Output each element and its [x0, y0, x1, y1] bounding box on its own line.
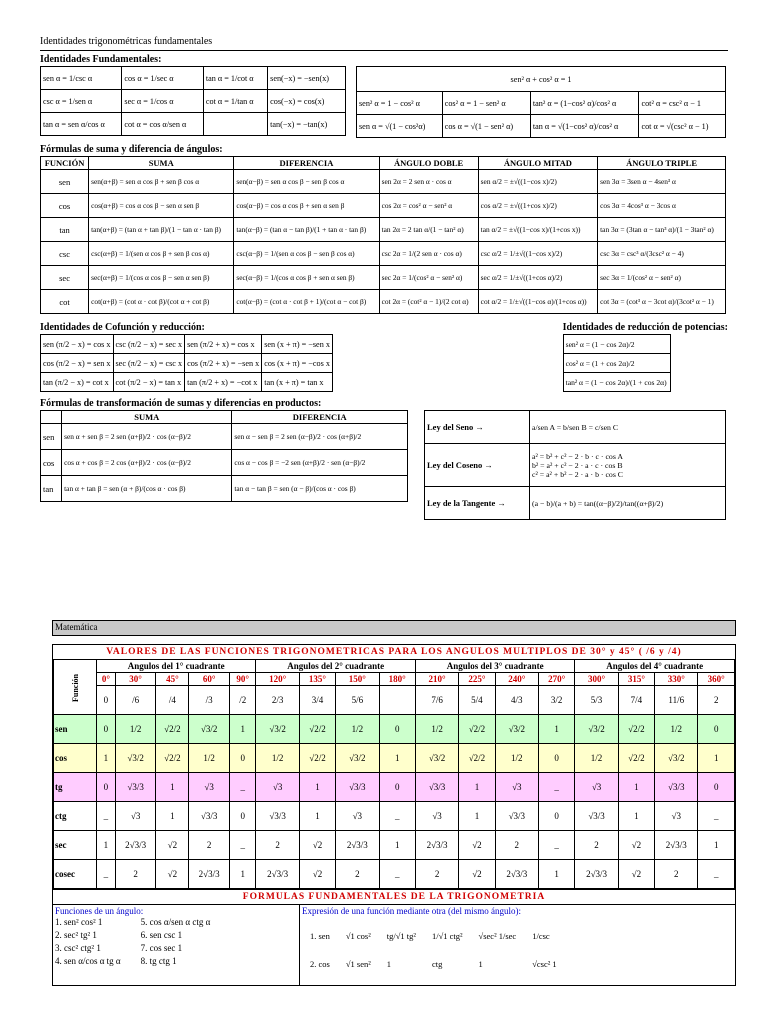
identity-cell: sen(−x) = −sen(x)	[268, 67, 346, 90]
value-cell: _	[538, 831, 574, 860]
formula-item: 8. tg ctg 1	[140, 956, 177, 966]
value-cell: √2/2	[156, 715, 189, 744]
value-cell: √3/3	[415, 773, 458, 802]
left-heading: Funciones de un ángulo:	[55, 906, 144, 916]
function-name: tan	[41, 218, 89, 242]
potencia-cell: cos² α = (1 + cos 2α)/2	[563, 354, 670, 373]
formula-cell: cos α/2 = ±√((1+cos x)/2)	[478, 194, 597, 218]
value-cell: 1/2	[655, 715, 698, 744]
fundamentales-heading: Identidades Fundamentales:	[40, 54, 162, 65]
formula-cell: sen(α+β) = sen α cos β + sen β cos α	[89, 170, 234, 194]
formulas-fund-title: FORMULAS FUNDAMENTALES DE LA TRIGONOMETRIA	[53, 889, 735, 904]
value-cell: 0	[698, 715, 735, 744]
value-cell: 2	[655, 860, 698, 889]
expression-cell: 1/csc	[532, 931, 550, 941]
radian-cell: 2	[698, 686, 735, 715]
degree-header: 60°	[189, 673, 230, 686]
column-header: ÁNGULO TRIPLE	[598, 157, 726, 170]
function-name: cos	[54, 744, 97, 773]
value-cell: 2	[189, 831, 230, 860]
value-cell: 1	[698, 744, 735, 773]
value-cell: 1	[379, 744, 415, 773]
function-name: tan	[41, 476, 62, 502]
value-cell: 1	[229, 715, 256, 744]
value-cell: 2√3/3	[336, 831, 379, 860]
value-cell: √2/2	[459, 715, 495, 744]
cofuncion-cell: tan (π/2 − x) = cot x	[41, 373, 114, 392]
pythagorean-main: sen² α + cos² α = 1	[357, 67, 726, 92]
value-cell: √3/2	[115, 744, 156, 773]
formula-item: 5. cos α/sen α ctg α	[140, 917, 211, 927]
value-cell: √2/2	[299, 715, 335, 744]
formula-cell: cos 3α = 4cos³ α − 3cos α	[598, 194, 726, 218]
function-name: sen	[41, 424, 62, 450]
value-cell: 1	[459, 773, 495, 802]
value-cell: 1/2	[115, 715, 156, 744]
formula-cell: tan α/2 = ±√((1−cos x)/(1+cos x))	[478, 218, 597, 242]
pythagorean-cell: tan² α = (1−cos² α)/cos² α	[530, 92, 639, 115]
value-cell: √3	[415, 802, 458, 831]
value-cell: _	[229, 773, 256, 802]
potencia-cell: sen² α = (1 − cos 2α)/2	[563, 335, 670, 354]
radian-cell: /3	[189, 686, 230, 715]
radian-cell: /2	[229, 686, 256, 715]
pythagorean-cell: sen α = √(1 − cos²α)	[357, 115, 443, 138]
radian-cell: 7/6	[415, 686, 458, 715]
value-cell: √2/2	[299, 744, 335, 773]
value-cell: 0	[379, 715, 415, 744]
value-cell: √3/2	[495, 715, 538, 744]
degree-header: 240°	[495, 673, 538, 686]
function-name: sen	[54, 715, 97, 744]
radian-cell: 7/4	[618, 686, 654, 715]
identity-cell: tan α = sen α/cos α	[41, 113, 122, 136]
expression-cell: √csc² 1	[532, 959, 557, 969]
pythagorean-cell: cos α = √(1 − sen² α)	[442, 115, 530, 138]
formula-item: 2. sec² tg² 1	[55, 930, 97, 940]
value-cell: 1	[156, 802, 189, 831]
potencias-heading: Identidades de reducción de potencias:	[562, 322, 728, 333]
expression-cell: √sec² 1/sec	[478, 931, 517, 941]
radian-cell: 4/3	[495, 686, 538, 715]
formula-cell: tan α − tan β = sen (α − β)/(cos α · cos β)	[232, 476, 408, 502]
radian-cell: 3/2	[538, 686, 574, 715]
value-cell: √2	[299, 831, 335, 860]
suma-diferencia-table	[40, 156, 726, 314]
column-header: SUMA	[62, 411, 232, 424]
pythagorean-cell: cot² α = csc² α − 1	[639, 92, 726, 115]
value-cell: _	[379, 802, 415, 831]
function-name: ctg	[54, 802, 97, 831]
degree-header: 0°	[97, 673, 116, 686]
value-cell: _	[229, 831, 256, 860]
value-cell: √3	[655, 802, 698, 831]
formula-cell: cot 3α = (cot³ α − 3cot α)/(3cot² α − 1)	[598, 290, 726, 314]
value-cell: √3/2	[189, 715, 230, 744]
matematica-bar: Matemática	[52, 620, 736, 636]
formula-cell: cot(α−β) = (cot α · cot β + 1)/(cot α − cot β)	[234, 290, 379, 314]
degree-header: 315°	[618, 673, 654, 686]
cofuncion-cell: sen (x + π) = −sen x	[262, 335, 333, 354]
expression-cell: tg/√1 tg²	[386, 931, 416, 941]
expression-cell: √1 cos²	[345, 931, 371, 941]
formula-cell: cos 2α = cos² α − sen² α	[379, 194, 478, 218]
value-cell: 1/2	[495, 744, 538, 773]
value-cell: 2	[336, 860, 379, 889]
function-name: cos	[41, 194, 89, 218]
formula-cell: sen 2α = 2 sen α · cos α	[379, 170, 478, 194]
identity-cell: sen α = 1/csc α	[41, 67, 122, 90]
quadrant-header: Angulos del 1° cuadrante	[97, 660, 256, 673]
value-cell: 1	[379, 831, 415, 860]
identity-cell: cos(−x) = cos(x)	[268, 90, 346, 113]
formula-cell: tan α + tan β = sen (α + β)/(cos α · cos β)	[62, 476, 232, 502]
value-cell: 1	[299, 802, 335, 831]
valores-table	[53, 659, 735, 889]
formula-cell: sen(α−β) = sen α cos β − sen β cos α	[234, 170, 379, 194]
value-cell: √3/2	[655, 744, 698, 773]
value-cell: √2/2	[618, 715, 654, 744]
column-header: DIFERENCIA	[232, 411, 408, 424]
value-cell: √2	[618, 860, 654, 889]
law-formula: a/sen A = b/sen B = c/sen C	[530, 411, 726, 444]
value-cell: 0	[698, 773, 735, 802]
value-cell: 1	[97, 831, 116, 860]
formula-cell: cos α − cos β = −2 sen (α+β)/2 · sen (α−β)/2	[232, 450, 408, 476]
law-formula: a² = b² + c² − 2 · b · c · cos A b² = a² + c² − 2 · a · c · cos B c² = a² + b² − 2 · a · b · cos C	[530, 444, 726, 487]
degree-header: 45°	[156, 673, 189, 686]
radian-cell: /6	[115, 686, 156, 715]
formula-cell: tan 2α = 2 tan α/(1 − tan² α)	[379, 218, 478, 242]
quadrant-header: Angulos del 3° cuadrante	[415, 660, 574, 673]
degree-header: 330°	[655, 673, 698, 686]
cofuncion-cell: cot (π/2 − x) = tan x	[113, 373, 185, 392]
transformacion-table	[40, 410, 408, 502]
value-cell: √3	[575, 773, 618, 802]
formula-item: 4. sen α/cos α tg α	[55, 956, 121, 966]
expression-table	[302, 922, 565, 978]
formula-cell: sen α/2 = ±√((1−cos x)/2)	[478, 170, 597, 194]
value-cell: √3	[256, 773, 299, 802]
value-cell: 1	[459, 802, 495, 831]
value-cell: 2√3/3	[495, 860, 538, 889]
formulas-fund-box	[52, 905, 736, 986]
function-name: sec	[41, 266, 89, 290]
law-label: Ley del Coseno →	[425, 444, 530, 487]
identity-cell: csc α = 1/sen α	[41, 90, 122, 113]
value-cell: 1	[618, 773, 654, 802]
formula-cell: csc(α+β) = 1/(sen α cos β + sen β cos α)	[89, 242, 234, 266]
function-name: sec	[54, 831, 97, 860]
value-cell: 1/2	[189, 744, 230, 773]
value-cell: 2√3/3	[256, 860, 299, 889]
law-label: Ley de la Tangente →	[425, 487, 530, 520]
value-cell: 2	[495, 831, 538, 860]
law-formula: (a − b)/(a + b) = tan((α−β)/2)/tan((α+β)/2)	[530, 487, 726, 520]
value-cell: 1/2	[336, 715, 379, 744]
value-cell: 2√3/3	[575, 860, 618, 889]
identity-cell: cos α = 1/sec α	[122, 67, 203, 90]
value-cell: √3/2	[336, 744, 379, 773]
formula-item: 7. cos sec 1	[140, 943, 183, 953]
value-cell: √3/2	[575, 715, 618, 744]
value-cell: 0	[229, 802, 256, 831]
leyes-table	[424, 410, 726, 520]
degree-header: 90°	[229, 673, 256, 686]
cofuncion-cell: cos (π/2 − x) = sen x	[41, 354, 114, 373]
value-cell: 1	[538, 715, 574, 744]
formula-cell: cot(α+β) = (cot α · cot β)/(cot α + cot β)	[89, 290, 234, 314]
formula-item: 1. sen² cos² 1	[55, 917, 103, 927]
value-cell: 1	[229, 860, 256, 889]
formula-cell: sec α/2 = 1/±√((1+cos α)/2)	[478, 266, 597, 290]
cofuncion-cell: cos (x + π) = −cos x	[262, 354, 333, 373]
value-cell: 2	[115, 860, 156, 889]
degree-header: 120°	[256, 673, 299, 686]
degree-header: 300°	[575, 673, 618, 686]
cofuncion-cell: tan (π/2 + x) = −cot x	[185, 373, 262, 392]
radian-cell: /4	[156, 686, 189, 715]
right-heading: Expresión de una función mediante otra (del mismo ángulo):	[302, 906, 521, 916]
degree-header: 180°	[379, 673, 415, 686]
identity-cell: tan α = 1/cot α	[203, 67, 267, 90]
value-cell: _	[379, 860, 415, 889]
valores-section	[52, 620, 736, 986]
value-cell: √3	[336, 802, 379, 831]
radian-cell: 5/6	[336, 686, 379, 715]
value-cell: √3/2	[256, 715, 299, 744]
formula-cell: sec 3α = 1/(cos² α − sen² α)	[598, 266, 726, 290]
formula-cell: cot α/2 = 1/±√((1−cos α)/(1+cos α))	[478, 290, 597, 314]
function-name: tg	[54, 773, 97, 802]
value-cell: √2	[156, 860, 189, 889]
value-cell: √2/2	[459, 744, 495, 773]
degree-header: 270°	[538, 673, 574, 686]
value-cell: √3/3	[256, 802, 299, 831]
formula-cell: csc 2α = 1/(2 sen α · cos α)	[379, 242, 478, 266]
law-label: Ley del Seno →	[425, 411, 530, 444]
value-cell: √3/3	[495, 802, 538, 831]
cofuncion-cell: sen (π/2 + x) = cos x	[185, 335, 262, 354]
degree-header: 210°	[415, 673, 458, 686]
fundamental-identities-table	[40, 66, 346, 136]
pythagorean-cell: sen² α = 1 − cos² α	[357, 92, 443, 115]
formula-cell: cos α + cos β = 2 cos (α+β)/2 · cos (α−β)/2	[62, 450, 232, 476]
value-cell: 0	[97, 715, 116, 744]
expression-cell: 1	[478, 959, 483, 969]
value-cell: _	[698, 860, 735, 889]
pythagorean-cell: cos² α = 1 − sen² α	[442, 92, 530, 115]
formula-cell: sen α + sen β = 2 sen (α+β)/2 · cos (α−β)/2	[62, 424, 232, 450]
formula-cell: csc 3α = csc³ α/(3csc² α − 4)	[598, 242, 726, 266]
radian-cell: 11/6	[655, 686, 698, 715]
document-title: Identidades trigonométricas fundamentales	[40, 36, 728, 51]
formula-cell: tan(α−β) = (tan α − tan β)/(1 + tan α · tan β)	[234, 218, 379, 242]
function-name: sen	[41, 170, 89, 194]
degree-header: 360°	[698, 673, 735, 686]
value-cell: 2	[415, 860, 458, 889]
value-cell: √3	[189, 773, 230, 802]
column-header: DIFERENCIA	[234, 157, 379, 170]
expression-cell: 1/√1 ctg²	[431, 931, 463, 941]
blank-header	[41, 411, 62, 424]
cofuncion-cell: sec (π/2 − x) = csc x	[113, 354, 185, 373]
value-cell: 2√3/3	[655, 831, 698, 860]
radian-cell	[379, 686, 415, 715]
value-cell: 2√3/3	[189, 860, 230, 889]
identity-cell	[203, 113, 267, 136]
value-cell: √3	[115, 802, 156, 831]
function-name: cosec	[54, 860, 97, 889]
potencias-table	[563, 334, 671, 392]
formula-cell: sec(α−β) = 1/(cos α cos β + sen α sen β)	[234, 266, 379, 290]
value-cell: 2√3/3	[115, 831, 156, 860]
formula-item: 6. sen csc 1	[140, 930, 183, 940]
transformacion-heading: Fórmulas de transformación de sumas y diferencias en productos:	[40, 398, 322, 409]
cofuncion-cell: csc (π/2 − x) = sec x	[113, 335, 185, 354]
formula-cell: sec(α+β) = 1/(cos α cos β − sen α sen β)	[89, 266, 234, 290]
formula-cell: sen 3α = 3sen α − 4sen³ α	[598, 170, 726, 194]
value-cell: √2/2	[156, 744, 189, 773]
value-cell: 0	[538, 802, 574, 831]
value-cell: √2	[618, 831, 654, 860]
formula-cell: csc α/2 = 1/±√((1−cos x)/2)	[478, 242, 597, 266]
value-cell: 1/2	[575, 744, 618, 773]
function-name: cos	[41, 450, 62, 476]
radian-cell: 3/4	[299, 686, 335, 715]
pythagorean-cell: tan α = √(1−cos² α)/cos² α	[530, 115, 639, 138]
cofuncion-cell: cos (π/2 + x) = −sen x	[185, 354, 262, 373]
value-cell: 1	[698, 831, 735, 860]
value-cell: √3/3	[336, 773, 379, 802]
pythagorean-cell: cot α = √(csc² α − 1)	[639, 115, 726, 138]
expression-cell: √1 sen²	[345, 959, 371, 969]
function-name: cot	[41, 290, 89, 314]
suma-diferencia-heading: Fórmulas de suma y diferencia de ángulos:	[40, 144, 223, 155]
value-cell: 2	[256, 831, 299, 860]
column-header: FUNCIÓN	[41, 157, 89, 170]
value-cell: √3/3	[655, 773, 698, 802]
formula-cell: cot 2α = (cot² α − 1)/(2 cot α)	[379, 290, 478, 314]
value-cell: √2	[459, 860, 495, 889]
cofuncion-heading: Identidades de Cofunción y reducción:	[40, 322, 205, 333]
value-cell: 1	[538, 860, 574, 889]
column-header: ÁNGULO MITAD	[478, 157, 597, 170]
value-cell: _	[538, 773, 574, 802]
degree-header: 150°	[336, 673, 379, 686]
value-cell: _	[698, 802, 735, 831]
formula-cell: cos(α+β) = cos α cos β − sen α sen β	[89, 194, 234, 218]
identity-cell: cot α = 1/tan α	[203, 90, 267, 113]
column-header: ÁNGULO DOBLE	[379, 157, 478, 170]
value-cell: 1	[97, 744, 116, 773]
value-cell: 1	[618, 802, 654, 831]
identity-cell: tan(−x) = −tan(x)	[268, 113, 346, 136]
formula-cell: tan 3α = (3tan α − tan³ α)/(1 − 3tan² α)	[598, 218, 726, 242]
formula-cell: csc(α−β) = 1/(sen α cos β − sen β cos α)	[234, 242, 379, 266]
value-cell: √3/3	[115, 773, 156, 802]
degree-header: 30°	[115, 673, 156, 686]
value-cell: √3/3	[189, 802, 230, 831]
cofuncion-cell: sen (π/2 − x) = cos x	[41, 335, 114, 354]
value-cell: 0	[97, 773, 116, 802]
expression-cell: 1. sen	[310, 931, 330, 941]
formula-cell: tan(α+β) = (tan α + tan β)/(1 − tan α · tan β)	[89, 218, 234, 242]
value-cell: √3/3	[575, 802, 618, 831]
identity-cell: cot α = cos α/sen α	[122, 113, 203, 136]
radian-cell: 2/3	[256, 686, 299, 715]
expression-cell: ctg	[431, 959, 443, 969]
cofuncion-cell: tan (x + π) = tan x	[262, 373, 333, 392]
expression-cell: 1	[386, 959, 392, 969]
value-cell: √2	[459, 831, 495, 860]
value-cell: _	[97, 860, 116, 889]
quadrant-header: Angulos del 4° cuadrante	[575, 660, 735, 673]
identity-cell: sec α = 1/cos α	[122, 90, 203, 113]
radian-cell: 0	[97, 686, 116, 715]
value-cell: √2	[299, 860, 335, 889]
quadrant-header: Angulos del 2° cuadrante	[256, 660, 415, 673]
radian-cell: 5/3	[575, 686, 618, 715]
degree-header: 225°	[459, 673, 495, 686]
identities-sheet	[40, 36, 728, 520]
formula-cell: sen α − sen β = 2 sen (α−β)/2 · cos (α+β)/2	[232, 424, 408, 450]
value-cell: 2√3/3	[415, 831, 458, 860]
value-cell: √2/2	[618, 744, 654, 773]
function-name: csc	[41, 242, 89, 266]
value-cell: 0	[229, 744, 256, 773]
value-cell: 1/2	[256, 744, 299, 773]
expression-cell: 2. cos	[310, 959, 330, 969]
value-cell: √3	[495, 773, 538, 802]
value-cell: √2	[156, 831, 189, 860]
formula-cell: sec 2α = 1/(cos² α − sen² α)	[379, 266, 478, 290]
value-cell: 1/2	[415, 715, 458, 744]
valores-title: VALORES DE LAS FUNCIONES TRIGONOMETRICAS PARA LOS ANGULOS MULTIPLOS DE 30° y 45° ( /6 y /4)	[106, 647, 682, 657]
degree-header: 135°	[299, 673, 335, 686]
value-cell: _	[97, 802, 116, 831]
cofuncion-table	[40, 334, 333, 392]
radian-cell: 5/4	[459, 686, 495, 715]
formula-cell: cos(α−β) = cos α cos β + sen α sen β	[234, 194, 379, 218]
value-cell: 2	[575, 831, 618, 860]
potencia-cell: tan² α = (1 − cos 2α)/(1 + cos 2α)	[563, 373, 670, 392]
column-header: SUMA	[89, 157, 234, 170]
value-cell: 1	[299, 773, 335, 802]
function-header: Función	[54, 660, 97, 715]
pythagorean-identities-table	[356, 66, 726, 138]
value-cell: 0	[538, 744, 574, 773]
value-cell: 0	[379, 773, 415, 802]
value-cell: 1	[156, 773, 189, 802]
formula-item: 3. csc² ctg² 1	[55, 943, 101, 953]
value-cell: √3/2	[415, 744, 458, 773]
